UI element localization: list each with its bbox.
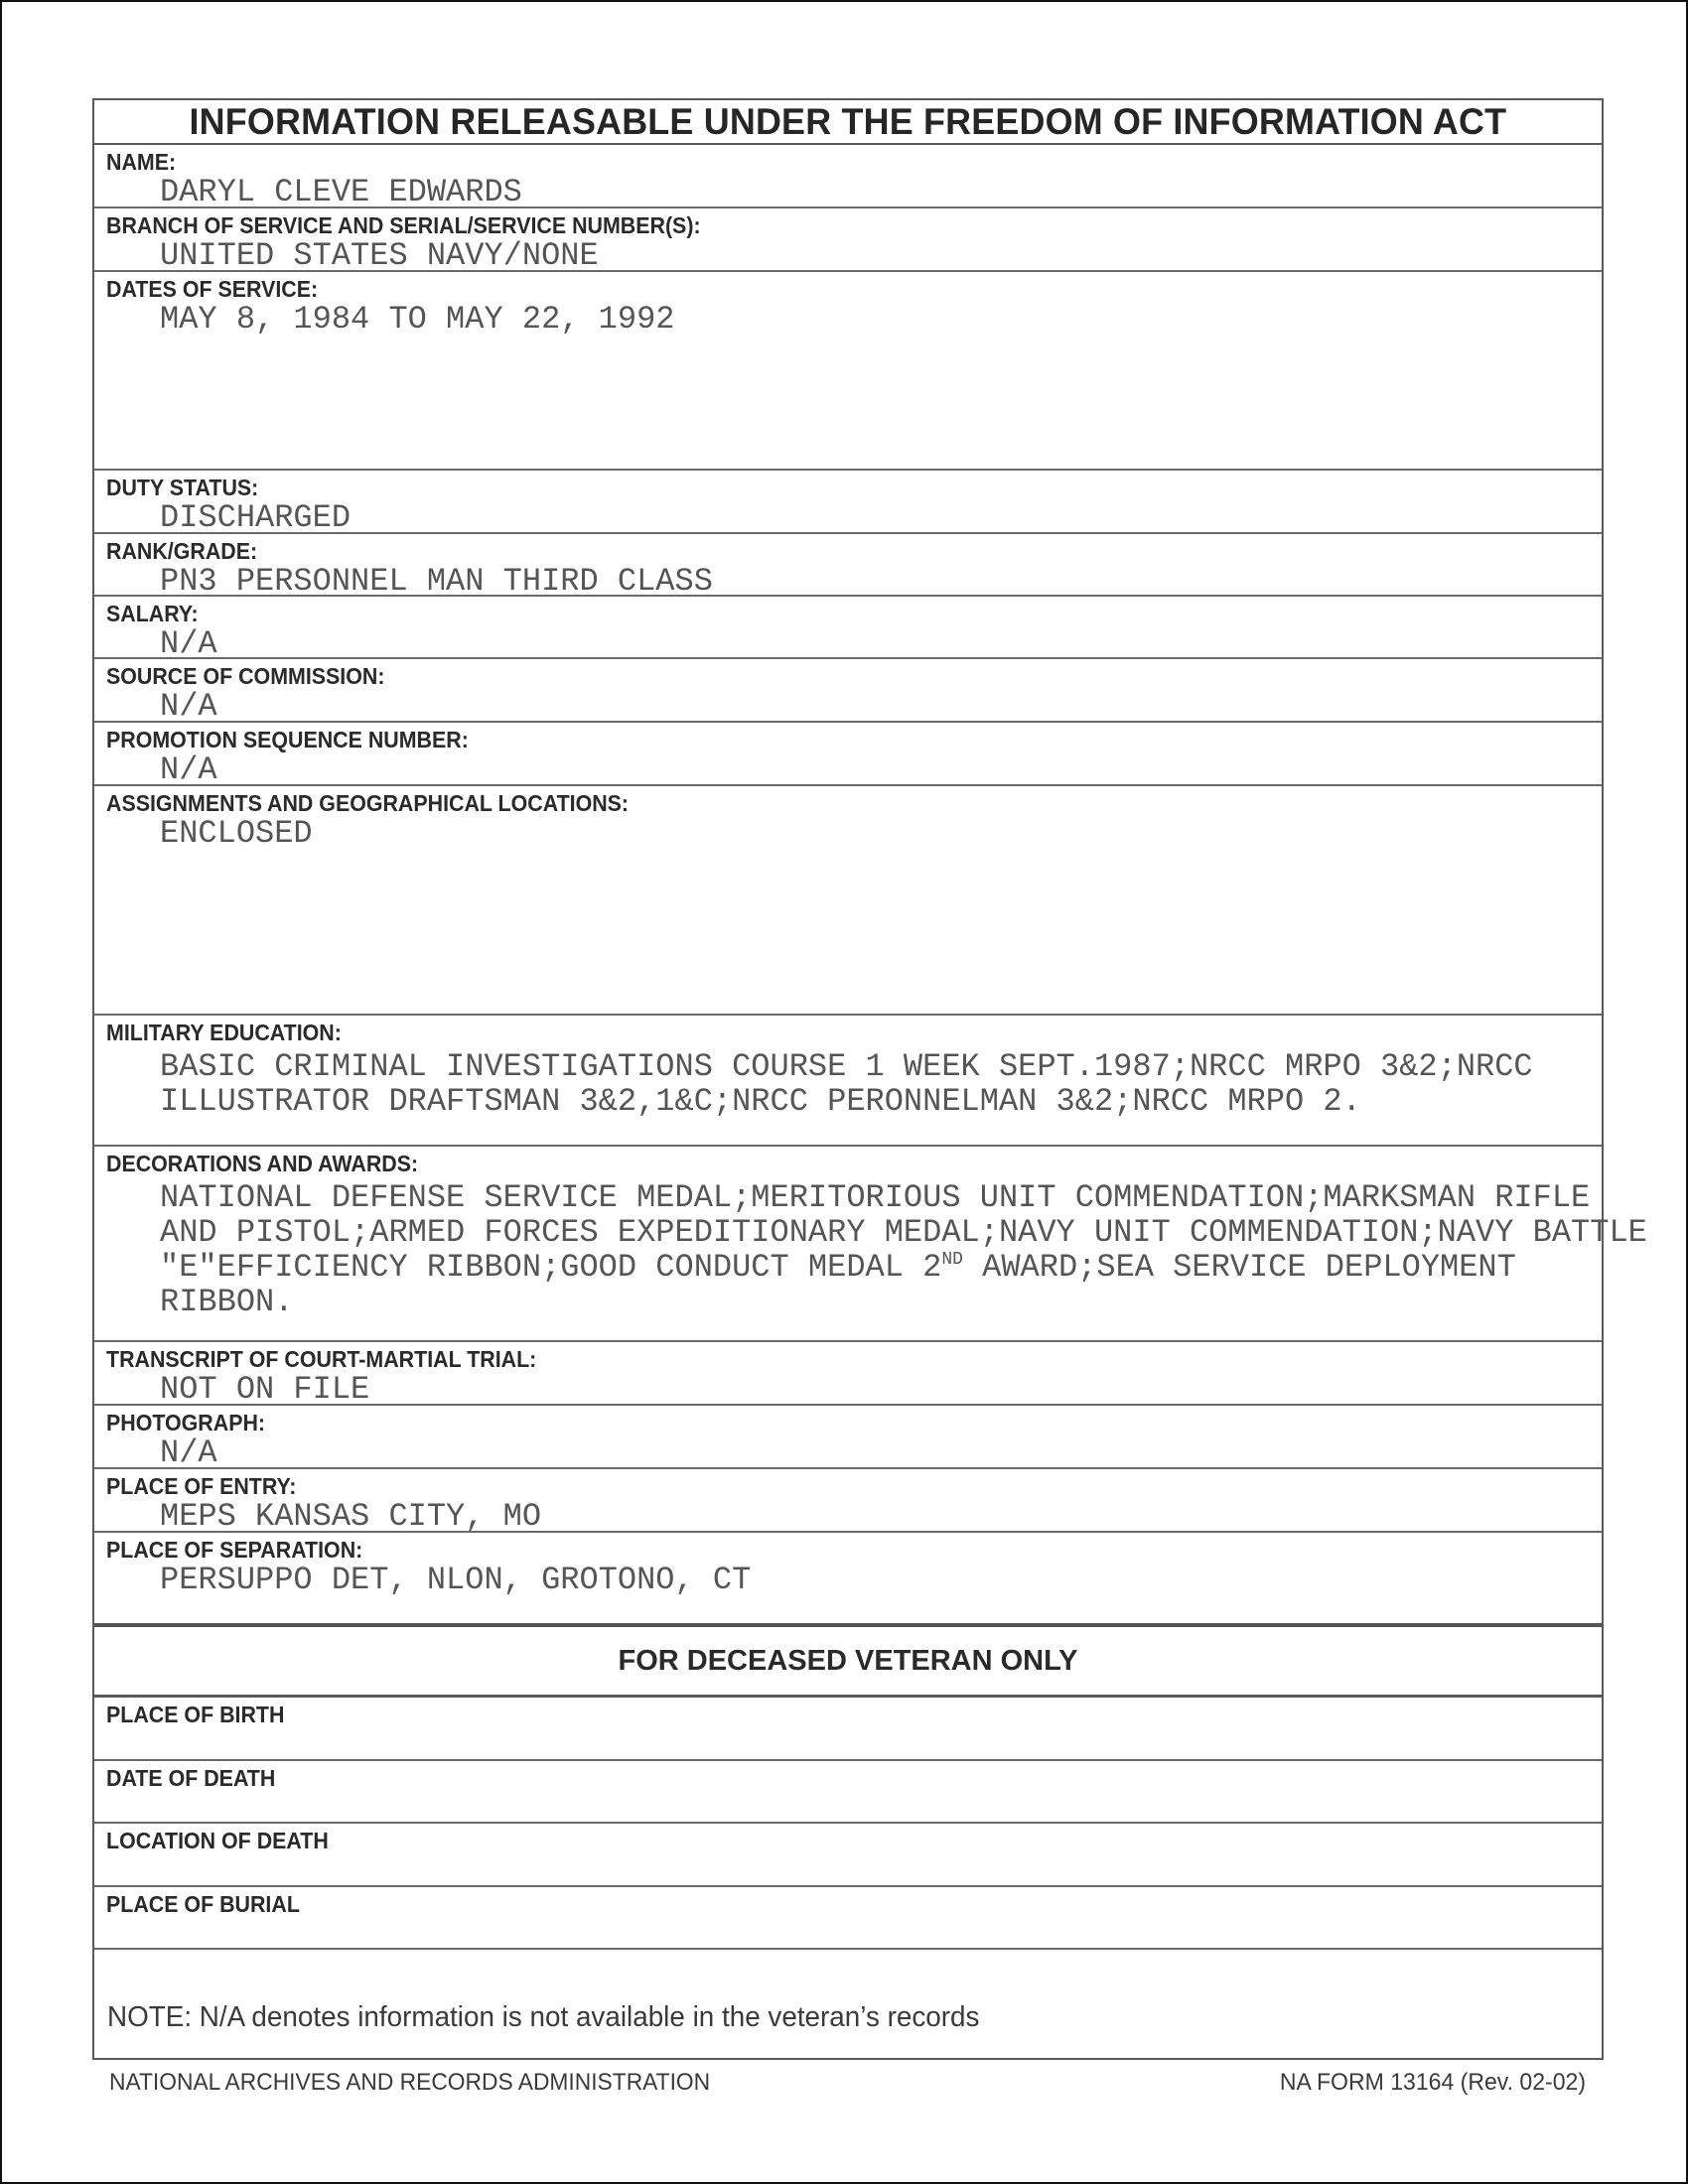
field-label: LOCATION OF DEATH bbox=[106, 1828, 329, 1853]
value-line bbox=[160, 1250, 1582, 1285]
field-label: PLACE OF SEPARATION: bbox=[106, 1537, 363, 1563]
field-branch bbox=[94, 208, 1602, 272]
value-line: NATIONAL DEFENSE SERVICE MEDAL;MERITORIOUS UNIT COMMENDATION;MARKSMAN RIFLE bbox=[160, 1179, 1591, 1216]
field-label: BRANCH OF SERVICE AND SERIAL/SERVICE NUMBER(S): bbox=[106, 212, 701, 238]
field-value: N/A bbox=[160, 1434, 217, 1471]
field-value: ENCLOSED bbox=[160, 815, 313, 852]
value-line: ILLUSTRATOR DRAFTSMAN 3&2,1&C;NRCC PERONNELMAN 3&2;NRCC MRPO 2. bbox=[160, 1083, 1361, 1120]
field-label: RANK/GRADE: bbox=[106, 538, 258, 564]
field-decorations-awards bbox=[94, 1147, 1647, 1342]
field-value bbox=[160, 1179, 1647, 1320]
field-label: PROMOTION SEQUENCE NUMBER: bbox=[106, 727, 469, 752]
field-date-of-death bbox=[94, 1761, 1602, 1824]
field-value: MEPS KANSAS CITY, MO bbox=[160, 1498, 542, 1535]
field-place-of-entry bbox=[94, 1469, 1602, 1533]
field-value: MAY 8, 1984 TO MAY 22, 1992 bbox=[160, 301, 675, 338]
form-title-band bbox=[94, 100, 1602, 145]
field-value: DARYL CLEVE EDWARDS bbox=[160, 174, 522, 210]
field-value bbox=[160, 1049, 1582, 1119]
field-label: PLACE OF BURIAL bbox=[106, 1891, 300, 1917]
field-value: NOT ON FILE bbox=[160, 1371, 370, 1408]
value-text: AWARD;SEA SERVICE DEPLOYMENT bbox=[962, 1249, 1516, 1286]
note-section bbox=[94, 1950, 1602, 2058]
field-label: MILITARY EDUCATION: bbox=[106, 1020, 342, 1045]
field-military-education bbox=[94, 1016, 1602, 1147]
field-label: ASSIGNMENTS AND GEOGRAPHICAL LOCATIONS: bbox=[106, 790, 630, 816]
field-source-of-commission bbox=[94, 659, 1602, 723]
value-line: AND PISTOL;ARMED FORCES EXPEDITIONARY MEDAL;NAVY UNIT COMMENDATION;NAVY BATTLE bbox=[160, 1214, 1647, 1251]
field-label: NAME: bbox=[106, 149, 177, 175]
field-salary bbox=[94, 597, 1602, 662]
field-label: PLACE OF BIRTH bbox=[106, 1702, 285, 1727]
field-photograph bbox=[94, 1406, 1602, 1469]
note-text: NOTE: N/A denotes information is not available in the veteran’s records bbox=[107, 2001, 980, 2033]
value-line: RIBBON. bbox=[160, 1284, 294, 1320]
foia-form bbox=[92, 98, 1647, 2060]
field-value: N/A bbox=[160, 751, 217, 788]
field-value: UNITED STATES NAVY/NONE bbox=[160, 237, 599, 274]
field-label: DATES OF SERVICE: bbox=[106, 276, 319, 302]
deceased-section-title: FOR DECEASED VETERAN ONLY bbox=[618, 1644, 1078, 1677]
deceased-section-header bbox=[94, 1627, 1602, 1698]
field-value: PERSUPPO DET, NLON, GROTONO, CT bbox=[160, 1562, 752, 1598]
field-label: SOURCE OF COMMISSION: bbox=[106, 663, 385, 689]
field-label: DUTY STATUS: bbox=[106, 475, 259, 500]
field-label: PHOTOGRAPH: bbox=[106, 1410, 266, 1435]
field-label: PLACE OF ENTRY: bbox=[106, 1473, 297, 1499]
field-value: N/A bbox=[160, 688, 217, 725]
footer-agency: NATIONAL ARCHIVES AND RECORDS ADMINISTRATION bbox=[109, 2069, 711, 2096]
field-place-of-birth bbox=[94, 1698, 1602, 1761]
field-value: PN3 PERSONNEL MAN THIRD CLASS bbox=[160, 563, 713, 600]
field-duty-status bbox=[94, 471, 1602, 534]
field-dates-of-service bbox=[94, 272, 1602, 471]
field-promotion-sequence bbox=[94, 723, 1602, 786]
field-label: SALARY: bbox=[106, 601, 199, 626]
field-location-of-death bbox=[94, 1824, 1602, 1887]
value-text: "E"EFFICIENCY RIBBON;GOOD CONDUCT MEDAL 2 bbox=[160, 1249, 942, 1286]
footer-form-number: NA FORM 13164 (Rev. 02-02) bbox=[1279, 2069, 1586, 2096]
field-place-of-separation bbox=[94, 1533, 1602, 1627]
field-label: DECORATIONS AND AWARDS: bbox=[106, 1151, 419, 1176]
field-value: N/A bbox=[160, 625, 217, 662]
value-line: BASIC CRIMINAL INVESTIGATIONS COURSE 1 WEEK SEPT.1987;NRCC MRPO 3&2;NRCC bbox=[160, 1048, 1533, 1085]
field-label: DATE OF DEATH bbox=[106, 1765, 276, 1791]
ordinal-suffix: ND bbox=[941, 1250, 963, 1270]
field-value: DISCHARGED bbox=[160, 499, 352, 536]
field-label: TRANSCRIPT OF COURT-MARTIAL TRIAL: bbox=[106, 1346, 537, 1372]
field-assignments bbox=[94, 786, 1602, 1016]
form-title: INFORMATION RELEASABLE UNDER THE FREEDOM OF INFORMATION ACT bbox=[189, 100, 1507, 142]
field-name bbox=[94, 145, 1602, 208]
field-place-of-burial bbox=[94, 1887, 1602, 1950]
field-transcript bbox=[94, 1342, 1602, 1406]
field-rank-grade bbox=[94, 534, 1602, 600]
